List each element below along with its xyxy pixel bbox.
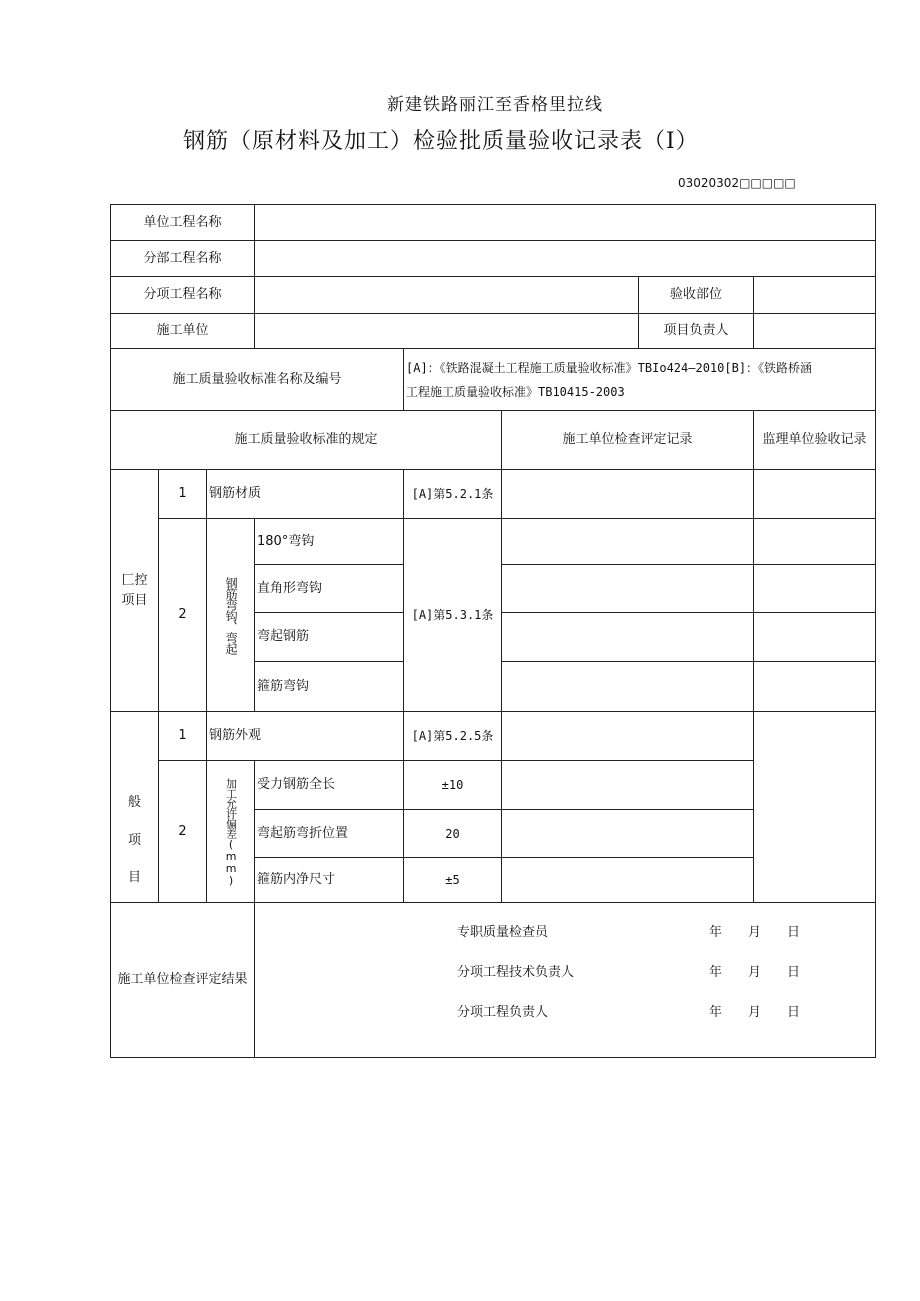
main-row-1-item: 钢筋材质 (209, 486, 262, 502)
general-subitem-2-tol: 20 (445, 826, 460, 841)
general-row-2-no: 2 (178, 823, 187, 839)
signer-2-label: 分项工程技术负责人 (457, 965, 575, 980)
signer-2-day: 日 (787, 965, 801, 980)
standard-value-line2: 工程施工质量验收标准》TB10415-2003 (406, 384, 625, 399)
general-subitem-2-contractor-field[interactable] (502, 810, 753, 857)
project-manager-field[interactable] (754, 314, 875, 348)
main-row-1-no: 1 (178, 486, 187, 502)
main-subitem-1-supervisor-field[interactable] (754, 519, 875, 564)
main-row-2-group (207, 519, 254, 711)
general-label-char-1: 般 (127, 795, 141, 810)
general-items-label (111, 712, 158, 902)
main-subitem-1-contractor-field[interactable] (502, 519, 753, 564)
division-project-label: 分部工程名称 (143, 250, 222, 266)
general-label-char-3: 目 (127, 870, 141, 886)
general-row-1-contractor-field[interactable] (502, 712, 753, 760)
signer-1-month: 月 (748, 925, 762, 940)
construction-unit-field[interactable] (255, 314, 638, 348)
signer-3-year: 年 (709, 1005, 723, 1020)
rules-header: 施工质量验收标准的规定 (234, 432, 378, 448)
division-project-field[interactable] (255, 241, 875, 276)
project-manager-label: 项目负责人 (663, 323, 729, 339)
main-subitem-3: 弯起钢筋 (257, 629, 310, 645)
contractor-record-header: 施工单位检查评定记录 (562, 432, 693, 448)
general-subitem-2-name: 弯起筋弯折位置 (257, 825, 349, 841)
standard-value-line1: [A]：《铁路混凝土工程施工质量验收标准》TBIo424—2010[B]：《铁路桥涵 (406, 360, 813, 375)
main-row-2-no: 2 (178, 607, 187, 623)
main-subitem-3-supervisor-field[interactable] (754, 613, 875, 661)
sub-project-field[interactable] (255, 277, 638, 313)
signer-1-year: 年 (709, 925, 723, 940)
general-supervisor-field[interactable] (754, 712, 875, 902)
main-row-2-std: [A]第5.3.1条 (411, 608, 494, 622)
main-subitem-4: 箍筋弯钩 (257, 678, 310, 694)
standard-value (404, 349, 875, 410)
main-row-1-std: [A]第5.2.1条 (411, 487, 494, 501)
supervisor-record-header: 监理单位验收记录 (762, 432, 867, 448)
general-subitem-3-contractor-field[interactable] (502, 858, 753, 902)
standard-label: 施工质量验收标准名称及编号 (172, 371, 342, 387)
main-items-label: 匚控项目 (121, 573, 148, 608)
signer-3-day: 日 (787, 1005, 801, 1020)
signer-2-year: 年 (709, 965, 723, 980)
main-subitem-2-supervisor-field[interactable] (754, 565, 875, 612)
general-row-2-group (207, 761, 254, 902)
main-subitem-3-contractor-field[interactable] (502, 613, 753, 661)
main-row-1-supervisor-field[interactable] (754, 470, 875, 518)
general-row-1-item: 钢筋外观 (209, 728, 262, 744)
general-row-1-std: [A]第5.2.5条 (411, 729, 494, 743)
main-subitem-4-contractor-field[interactable] (502, 662, 753, 711)
signer-3-month: 月 (748, 1005, 762, 1020)
construction-unit-label: 施工单位 (156, 323, 209, 339)
signer-3-label: 分项工程负责人 (457, 1005, 549, 1020)
general-subitem-1-tol: ±10 (441, 778, 464, 792)
main-subitem-1: 180°弯钩 (257, 533, 315, 549)
unit-project-field[interactable] (255, 205, 875, 240)
general-row-1-no: 1 (178, 728, 187, 744)
main-subitem-4-supervisor-field[interactable] (754, 662, 875, 711)
sub-project-label: 分项工程名称 (143, 287, 222, 303)
general-row-2-group-text: 加工允许偏差(mm) (224, 777, 238, 886)
signer-1-label: 专职质量检查员 (457, 925, 549, 940)
signer-2-month: 月 (748, 965, 762, 980)
document-subtitle: 新建铁路丽江至香格里拉线 (387, 95, 603, 115)
general-label-char-2: 项 (127, 832, 141, 848)
main-subitem-2: 直角形弯钩 (257, 580, 323, 596)
general-subitem-1-name: 受力钢筋全长 (257, 777, 336, 793)
signer-1-day: 日 (787, 925, 801, 940)
general-subitem-3-tol: ±5 (445, 873, 460, 887)
inspection-location-label: 验收部位 (669, 287, 722, 303)
general-subitem-1-contractor-field[interactable] (502, 761, 753, 809)
general-subitem-3-name: 箍筋内净尺寸 (257, 872, 336, 888)
main-row-2-group-text: 钢筋弯钩、弯起 (224, 576, 239, 654)
unit-project-label: 单位工程名称 (143, 214, 222, 230)
main-subitem-2-contractor-field[interactable] (502, 565, 753, 612)
result-label: 施工单位检查评定结果 (117, 972, 248, 988)
inspection-location-field[interactable] (754, 277, 875, 313)
main-row-1-contractor-field[interactable] (502, 470, 753, 518)
document-title: 钢筋（原材料及加工）检验批质量验收记录表（Ⅰ） (183, 129, 699, 154)
form-code: 03020302□□□□□ (678, 176, 796, 190)
